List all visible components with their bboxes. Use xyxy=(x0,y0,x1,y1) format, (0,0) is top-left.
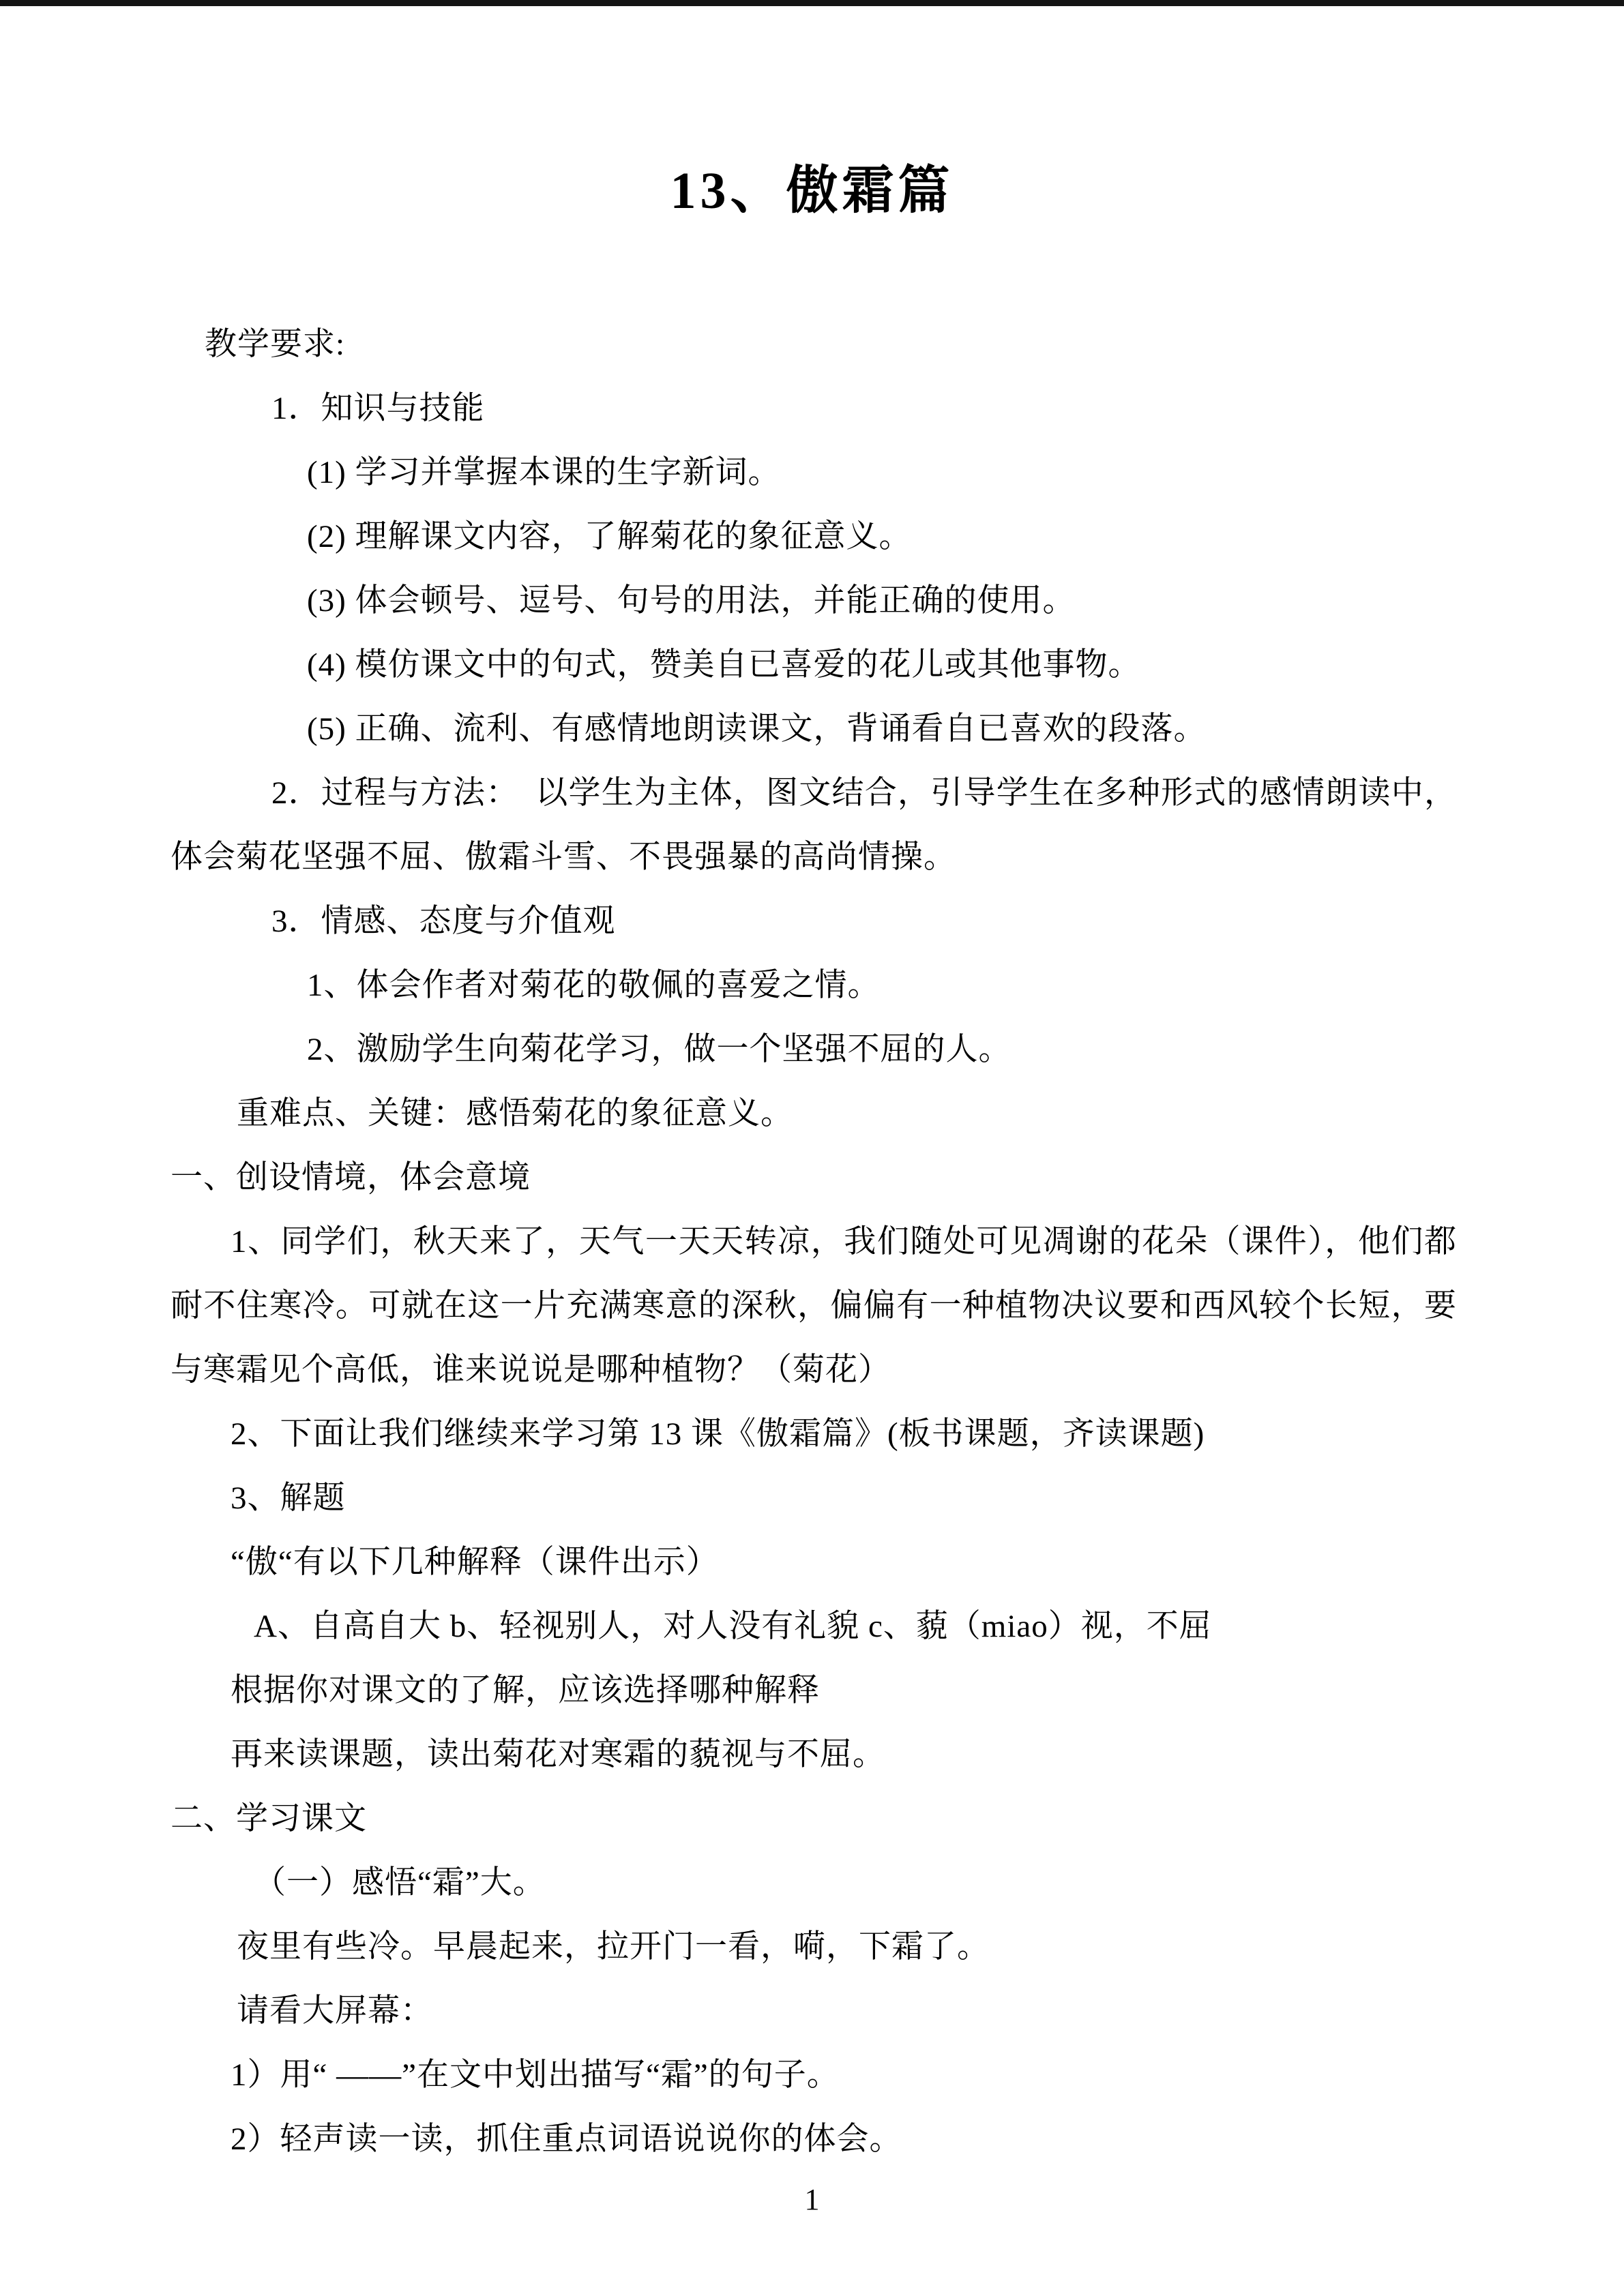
text-line: 2．过程与方法： 以学生为主体，图文结合，引导学生在多种形式的感情朗读中， xyxy=(271,775,1457,811)
text-line: 重难点、关键：感悟菊花的象征意义。 xyxy=(237,1096,793,1131)
text-line: 再来读课题，读出菊花对寒霜的藐视与不屈。 xyxy=(231,1737,885,1772)
text-line: 夜里有些冷。早晨起来，拉开门一看，嗬，下霜了。 xyxy=(237,1929,990,1965)
text-line: (1) 学习并掌握本课的生字新词。 xyxy=(307,455,781,490)
text-line: 根据你对课文的了解，应该选择哪种解释 xyxy=(231,1673,820,1708)
text-line: A、自高自大 b、轻视别人，对人没有礼貌 c、藐（miao）视，不屈 xyxy=(254,1609,1212,1644)
page-number: 1 xyxy=(804,2183,820,2216)
text-line: “傲“有以下几种解释（课件出示） xyxy=(231,1545,719,1580)
scan-top-border xyxy=(0,0,1624,6)
document-body xyxy=(171,312,1457,2171)
text-line: 1）用“ ——”在文中划出描写“霜”的句子。 xyxy=(231,2057,840,2093)
text-line: 请看大屏幕： xyxy=(237,1993,433,2029)
text-line: 3、解题 xyxy=(231,1480,346,1516)
text-line: 与寒霜见个高低，谁来说说是哪种植物？（菊花） xyxy=(171,1352,891,1388)
text-line: 教学要求: xyxy=(205,327,346,362)
text-line: 一、创设情境，体会意境 xyxy=(171,1160,531,1195)
text-line: (3) 体会顿号、逗号、句号的用法，并能正确的使用。 xyxy=(307,583,1076,618)
text-line: (4) 模仿课文中的句式，赞美自已喜爱的花儿或其他事物。 xyxy=(307,647,1141,683)
text-line: (5) 正确、流利、有感情地朗读课文，背诵看自已喜欢的段落。 xyxy=(307,711,1207,747)
text-line: 1、体会作者对菊花的敬佩的喜爱之情。 xyxy=(307,968,881,1003)
text-line: 2、下面让我们继续来学习第 13 课《傲霜篇》(板书课题，齐读课题) xyxy=(231,1416,1205,1452)
page-title: 13、傲霜篇 xyxy=(670,162,954,220)
text-line: (2) 理解课文内容，了解菊花的象征意义。 xyxy=(307,519,912,554)
text-line: （一）感悟“霜”大。 xyxy=(254,1865,546,1900)
text-line: 3．情感、态度与介值观 xyxy=(271,904,616,939)
text-line: 2、激励学生向菊花学习，做一个坚强不屈的人。 xyxy=(307,1032,1012,1067)
text-line: 体会菊花坚强不屈、傲霜斗雪、不畏强暴的高尚情操。 xyxy=(171,839,956,875)
text-line: 耐不住寒冷。可就在这一片充满寒意的深秋，偏偏有一种植物决议要和西风较个长短，要 xyxy=(171,1288,1457,1324)
text-line: 2）轻声读一读，抓住重点词语说说你的体会。 xyxy=(231,2121,902,2157)
text-line: 二、学习课文 xyxy=(171,1801,367,1836)
text-line: 1、同学们，秋天来了，天气一天天转凉，我们随处可见凋谢的花朵（课件），他们都 xyxy=(231,1224,1457,1259)
text-line: 1．知识与技能 xyxy=(271,391,485,426)
